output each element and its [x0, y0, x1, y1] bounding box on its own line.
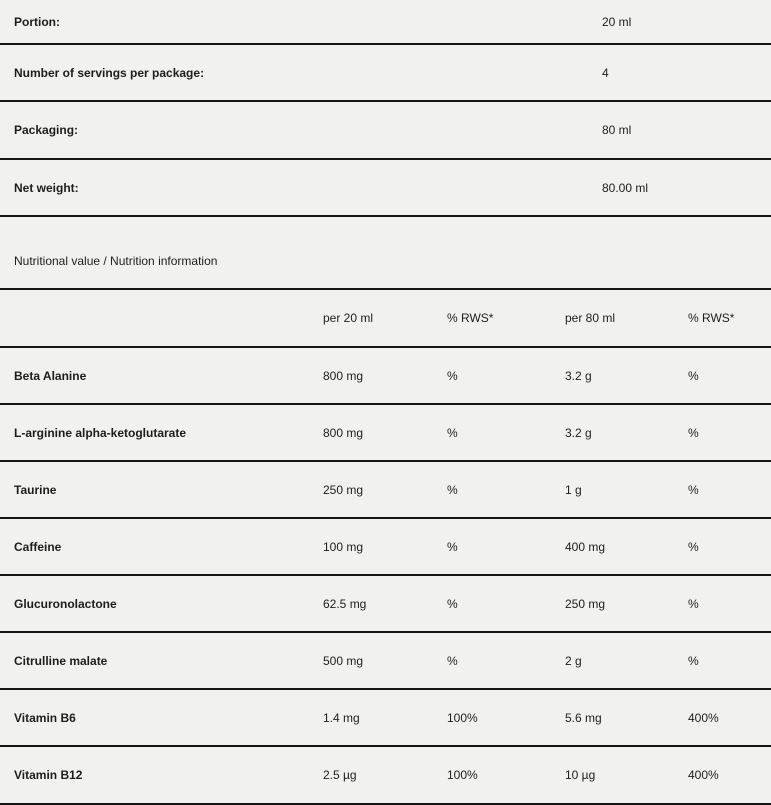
- value-rws-80ml: %: [688, 482, 699, 497]
- nutrient-name: Beta Alanine: [14, 368, 87, 383]
- value-rws-20ml: 100%: [447, 710, 478, 725]
- header-per-80ml: per 80 ml: [565, 311, 616, 325]
- value-per-80ml: 3.2 g: [565, 425, 592, 440]
- nutrition-row: [0, 690, 771, 747]
- nutrition-row: [0, 348, 771, 405]
- value-per-80ml: 10 µg: [565, 768, 596, 782]
- value-per-20ml: 100 mg: [323, 539, 364, 554]
- value-per-80ml: 3.2 g: [565, 368, 592, 383]
- nutrient-name: Vitamin B6: [14, 710, 76, 725]
- value-per-80ml: 1 g: [565, 482, 582, 497]
- value-rws-20ml: %: [447, 425, 458, 440]
- nutrient-name: Taurine: [14, 482, 57, 497]
- value-per-20ml: 62.5 mg: [323, 596, 367, 611]
- info-value: 80.00 ml: [602, 180, 649, 195]
- header-rws-20ml: % RWS*: [447, 311, 494, 325]
- info-label: Portion:: [14, 14, 60, 29]
- value-per-80ml: 400 mg: [565, 539, 606, 554]
- value-rws-80ml: 400%: [688, 768, 719, 782]
- value-per-20ml: 800 mg: [323, 368, 364, 383]
- value-rws-20ml: %: [447, 368, 458, 383]
- value-rws-80ml: %: [688, 596, 699, 611]
- nutrition-table-header: [0, 290, 771, 348]
- header-per-20ml: per 20 ml: [323, 311, 374, 325]
- value-per-20ml: 1.4 mg: [323, 710, 360, 725]
- info-value: 4: [602, 65, 609, 80]
- product-info-table: [0, 0, 771, 217]
- nutrient-name: Vitamin B12: [14, 768, 83, 782]
- value-per-80ml: 2 g: [565, 653, 582, 668]
- nutrition-row: [0, 747, 771, 805]
- value-rws-20ml: %: [447, 653, 458, 668]
- info-label: Packaging:: [14, 123, 79, 137]
- value-per-20ml: 250 mg: [323, 482, 364, 497]
- product-info-row: [0, 160, 771, 217]
- nutrient-name: Glucuronolactone: [14, 596, 117, 611]
- nutrient-name: Caffeine: [14, 539, 62, 554]
- value-rws-20ml: %: [447, 539, 458, 554]
- info-value: 20 ml: [602, 14, 632, 29]
- section-title: Nutritional value / Nutrition information: [14, 253, 218, 268]
- info-value: 80 ml: [602, 123, 632, 137]
- value-per-80ml: 250 mg: [565, 596, 606, 611]
- value-rws-20ml: %: [447, 596, 458, 611]
- product-info-row: [0, 102, 771, 160]
- nutrition-row: [0, 576, 771, 633]
- value-rws-20ml: %: [447, 482, 458, 497]
- value-per-20ml: 800 mg: [323, 425, 364, 440]
- nutrition-row: [0, 633, 771, 690]
- nutrition-row: [0, 519, 771, 576]
- nutrition-row: [0, 405, 771, 462]
- value-per-80ml: 5.6 mg: [565, 710, 602, 725]
- section-title-row: [0, 217, 771, 290]
- value-rws-80ml: 400%: [688, 710, 719, 725]
- product-info-row: [0, 45, 771, 102]
- value-rws-80ml: %: [688, 368, 699, 383]
- info-label: Number of servings per package:: [14, 65, 205, 80]
- value-rws-20ml: 100%: [447, 768, 478, 782]
- nutrient-name: Citrulline malate: [14, 653, 108, 668]
- product-info-row: [0, 0, 771, 45]
- nutrient-name: L-arginine alpha-ketoglutarate: [14, 425, 187, 440]
- value-per-20ml: 500 mg: [323, 653, 364, 668]
- nutrition-table-body: [0, 348, 771, 805]
- value-rws-80ml: %: [688, 425, 699, 440]
- value-rws-80ml: %: [688, 539, 699, 554]
- value-per-20ml: 2.5 µg: [323, 768, 357, 782]
- header-rws-80ml: % RWS*: [688, 311, 735, 325]
- nutrition-row: [0, 462, 771, 519]
- value-rws-80ml: %: [688, 653, 699, 668]
- info-label: Net weight:: [14, 180, 79, 195]
